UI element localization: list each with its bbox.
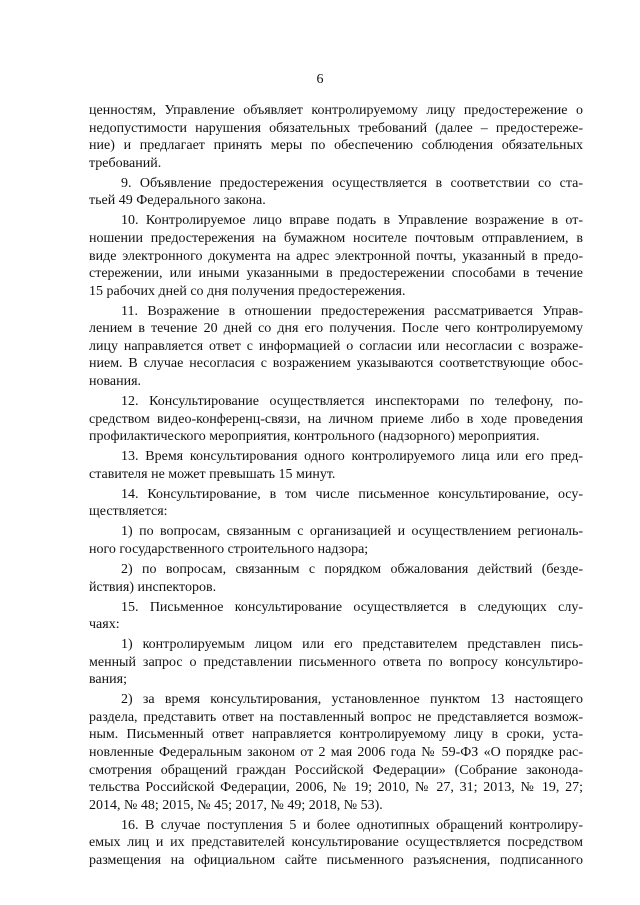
body-text (89, 102, 583, 870)
text-line: нием. В случае несогласия с возражением указываются соответствующие обос- (89, 356, 583, 372)
text-line: чаях: (89, 617, 120, 633)
text-line: ставителя не может превышать 15 минут. (89, 466, 336, 482)
text-line: стережении, или иными указанными в предостережении способами в течение (89, 266, 583, 282)
text-line: 1) контролируемым лицом или его представителем представлен пись- (121, 637, 583, 653)
text-line: профилактического мероприятия, контрольного (надзорного) мероприятия. (89, 429, 540, 445)
text-line: нования. (89, 374, 142, 390)
text-line: раздела, представить ответ на поставленный вопрос не представляется возмож- (89, 709, 583, 725)
text-line: 9. Объявление предостережения осуществляется в соответствии со ста- (121, 175, 583, 191)
text-line: лицу направляется ответ с информацией о согласии или несогласии с возраже- (89, 338, 583, 354)
text-line: средством видео-конференц-связи, на личном приеме либо в ходе проведения (89, 411, 583, 427)
text-line: ществляется: (89, 504, 168, 520)
text-line: 10. Контролируемое лицо вправе подать в Управление возражение в от- (121, 213, 583, 229)
text-line: 13. Время консультирования одного контролируемого лица или его пред- (121, 449, 583, 465)
text-line: 12. Консультирование осуществляется инспекторами по телефону, по- (121, 394, 583, 410)
text-line: 16. В случае поступления 5 и более однотипных обращений контролиру- (121, 817, 583, 833)
text-line: емых лиц и их представителей консультирование осуществляется посредством (89, 835, 583, 851)
text-line: вания; (89, 672, 127, 688)
text-line: йствия) инспекторов. (89, 579, 217, 595)
text-line: 14. Консультирование, в том числе письменное консультирование, осу- (121, 486, 583, 502)
text-line: требований. (89, 155, 162, 171)
text-line: ние) и предлагает принять меры по обеспечению соблюдения обязательных (89, 138, 583, 154)
text-line: 1) по вопросам, связанным с организацией и осуществлением региональ- (121, 524, 583, 540)
text-line: ношении предостережения на бумажном носителе почтовым отправлением, в (89, 230, 583, 246)
text-line: 2014, № 48; 2015, № 45; 2017, № 49; 2018, № 53). (89, 797, 383, 813)
text-line: 15. Письменное консультирование осуществляется в следующих слу- (121, 599, 583, 615)
text-line: недопустимости нарушения обязательных требований (далее – предостереже- (89, 120, 583, 136)
text-line: 15 рабочих дней со дня получения предостережения. (89, 283, 406, 299)
text-line: тьей 49 Федерального закона. (89, 193, 266, 209)
text-line: смотрения обращений граждан Российской Федерации» (Собрание законода- (89, 762, 583, 778)
text-line: 2) за время консультирования, установленное пунктом 13 настоящего (121, 692, 583, 708)
text-line: 11. Возражение в отношении предостережения рассматривается Управ- (121, 303, 583, 319)
text-line: размещения на официальном сайте письменного разъяснения, подписанного (89, 853, 583, 869)
text-line: новленные Федеральным законом от 2 мая 2006 года № 59-ФЗ «О порядке рас- (89, 745, 583, 761)
text-line: менный запрос о представлении письменного ответа по вопросу консультиро- (89, 654, 583, 670)
text-line: ценностям, Управление объявляет контролируемому лицу предостережение о (89, 103, 583, 118)
text-line: ного государственного строительного надзора; (89, 541, 369, 557)
text-line: 2) по вопросам, связанным с порядком обжалования действий (безде- (121, 561, 583, 577)
text-line: тельства Российской Федерации, 2006, № 19; 2010, № 27, 31; 2013, № 19, 27; (89, 780, 583, 796)
text-line: лением в течение 20 дней со дня его получения. После чего контролируемому (89, 321, 583, 337)
page-number: 6 (316, 72, 324, 87)
text-line: виде электронного документа на адрес электронной почты, указанный в предо- (89, 248, 583, 264)
text-line: ным. Письменный ответ направляется контролируемому лицу в сроки, уста- (89, 727, 583, 743)
